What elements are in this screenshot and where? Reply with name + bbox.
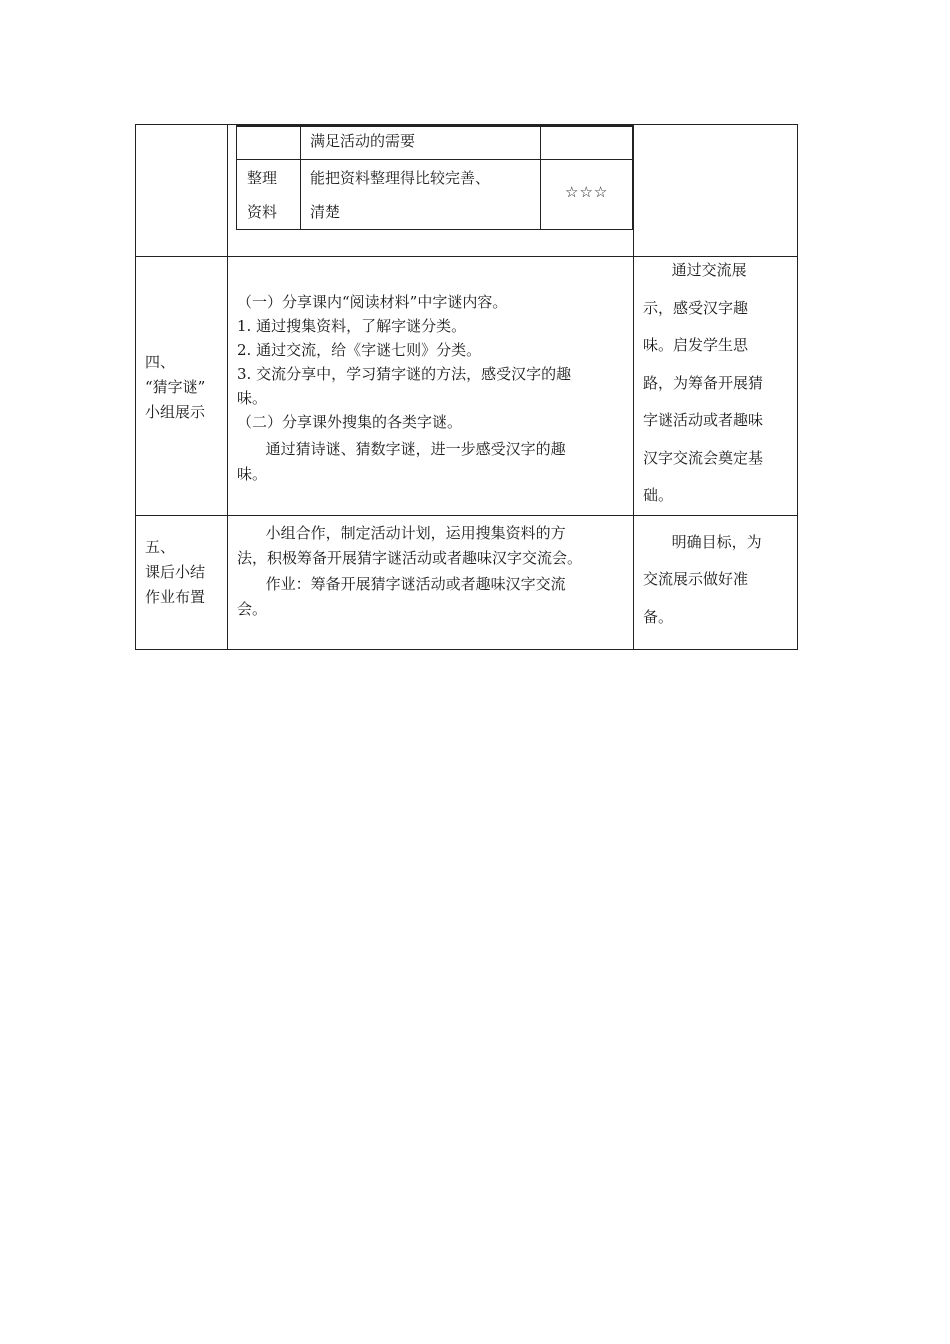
section-4-content-line-6: （二）分享课外搜集的各类字谜。 bbox=[237, 413, 463, 431]
section-5-step-line-2: 课后小结 bbox=[145, 563, 206, 581]
section-4-content-line-2: 1. 通过搜集资料，了解字谜分类。 bbox=[237, 317, 467, 335]
section-4-content-line-7: 通过猜诗谜、猜数字谜，进一步感受汉字的趣 bbox=[237, 440, 566, 458]
column-divider-1 bbox=[227, 124, 228, 650]
rubric-row-divider bbox=[236, 159, 633, 160]
section-4-step-line-3: 小组展示 bbox=[145, 403, 206, 421]
rubric-criterion-a: 满足活动的需要 bbox=[310, 132, 416, 150]
rubric-col-divider-1 bbox=[300, 125, 301, 230]
section-5-intent-line-2: 交流展示做好准 bbox=[643, 570, 749, 588]
section-4-intent-line-4: 路，为筹备开展猜 bbox=[643, 374, 764, 392]
section-4-intent-line-3: 味。启发学生思 bbox=[643, 336, 749, 354]
section-4-step-line-2: “猜字谜” bbox=[145, 378, 206, 396]
section-4-intent-line-5: 字谜活动或者趣味 bbox=[643, 411, 764, 429]
section-5-step-line-3: 作业布置 bbox=[145, 588, 206, 606]
section-4-content-line-1: （一）分享课内“阅读材料”中字谜内容。 bbox=[237, 293, 508, 311]
rubric-item-line-2: 资料 bbox=[247, 203, 278, 221]
rating-stars: ☆☆☆ bbox=[565, 183, 609, 201]
section-4-content-line-5: 味。 bbox=[237, 389, 268, 407]
section-5-content-line-4: 会。 bbox=[237, 600, 268, 618]
section-4-content-line-3: 2. 通过交流，给《字谜七则》分类。 bbox=[237, 341, 482, 359]
rubric-col-divider-2 bbox=[540, 125, 541, 230]
section-4-intent-line-7: 础。 bbox=[643, 486, 674, 504]
rubric-item-line-1: 整理 bbox=[247, 169, 278, 187]
rubric-criterion-line-1: 能把资料整理得比较完善、 bbox=[310, 169, 491, 187]
row-divider-2 bbox=[135, 515, 798, 516]
section-4-content-line-4: 3. 交流分享中，学习猜字谜的方法，感受汉字的趣 bbox=[237, 365, 572, 383]
section-4-step-line-1: 四、 bbox=[145, 353, 176, 371]
section-5-intent-line-3: 备。 bbox=[643, 608, 674, 626]
section-4-content-line-8: 味。 bbox=[237, 465, 268, 483]
rubric-criterion-line-2: 清楚 bbox=[310, 203, 341, 221]
section-5-content-line-1: 小组合作，制定活动计划，运用搜集资料的方 bbox=[237, 524, 566, 542]
section-4-intent-line-2: 示，感受汉字趣 bbox=[643, 299, 749, 317]
column-divider-2 bbox=[633, 124, 634, 650]
section-5-content-line-2: 法，积极筹备开展猜字谜活动或者趣味汉字交流会。 bbox=[237, 549, 583, 567]
section-5-step-line-1: 五、 bbox=[145, 538, 176, 556]
section-5-content-line-3: 作业：筹备开展猜字谜活动或者趣味汉字交流 bbox=[237, 575, 566, 593]
section-4-intent-line-6: 汉字交流会奠定基 bbox=[643, 449, 764, 467]
section-5-intent-line-1: 明确目标，为 bbox=[643, 533, 762, 551]
row-divider-1 bbox=[135, 256, 798, 257]
section-4-intent-line-1: 通过交流展 bbox=[643, 261, 747, 279]
